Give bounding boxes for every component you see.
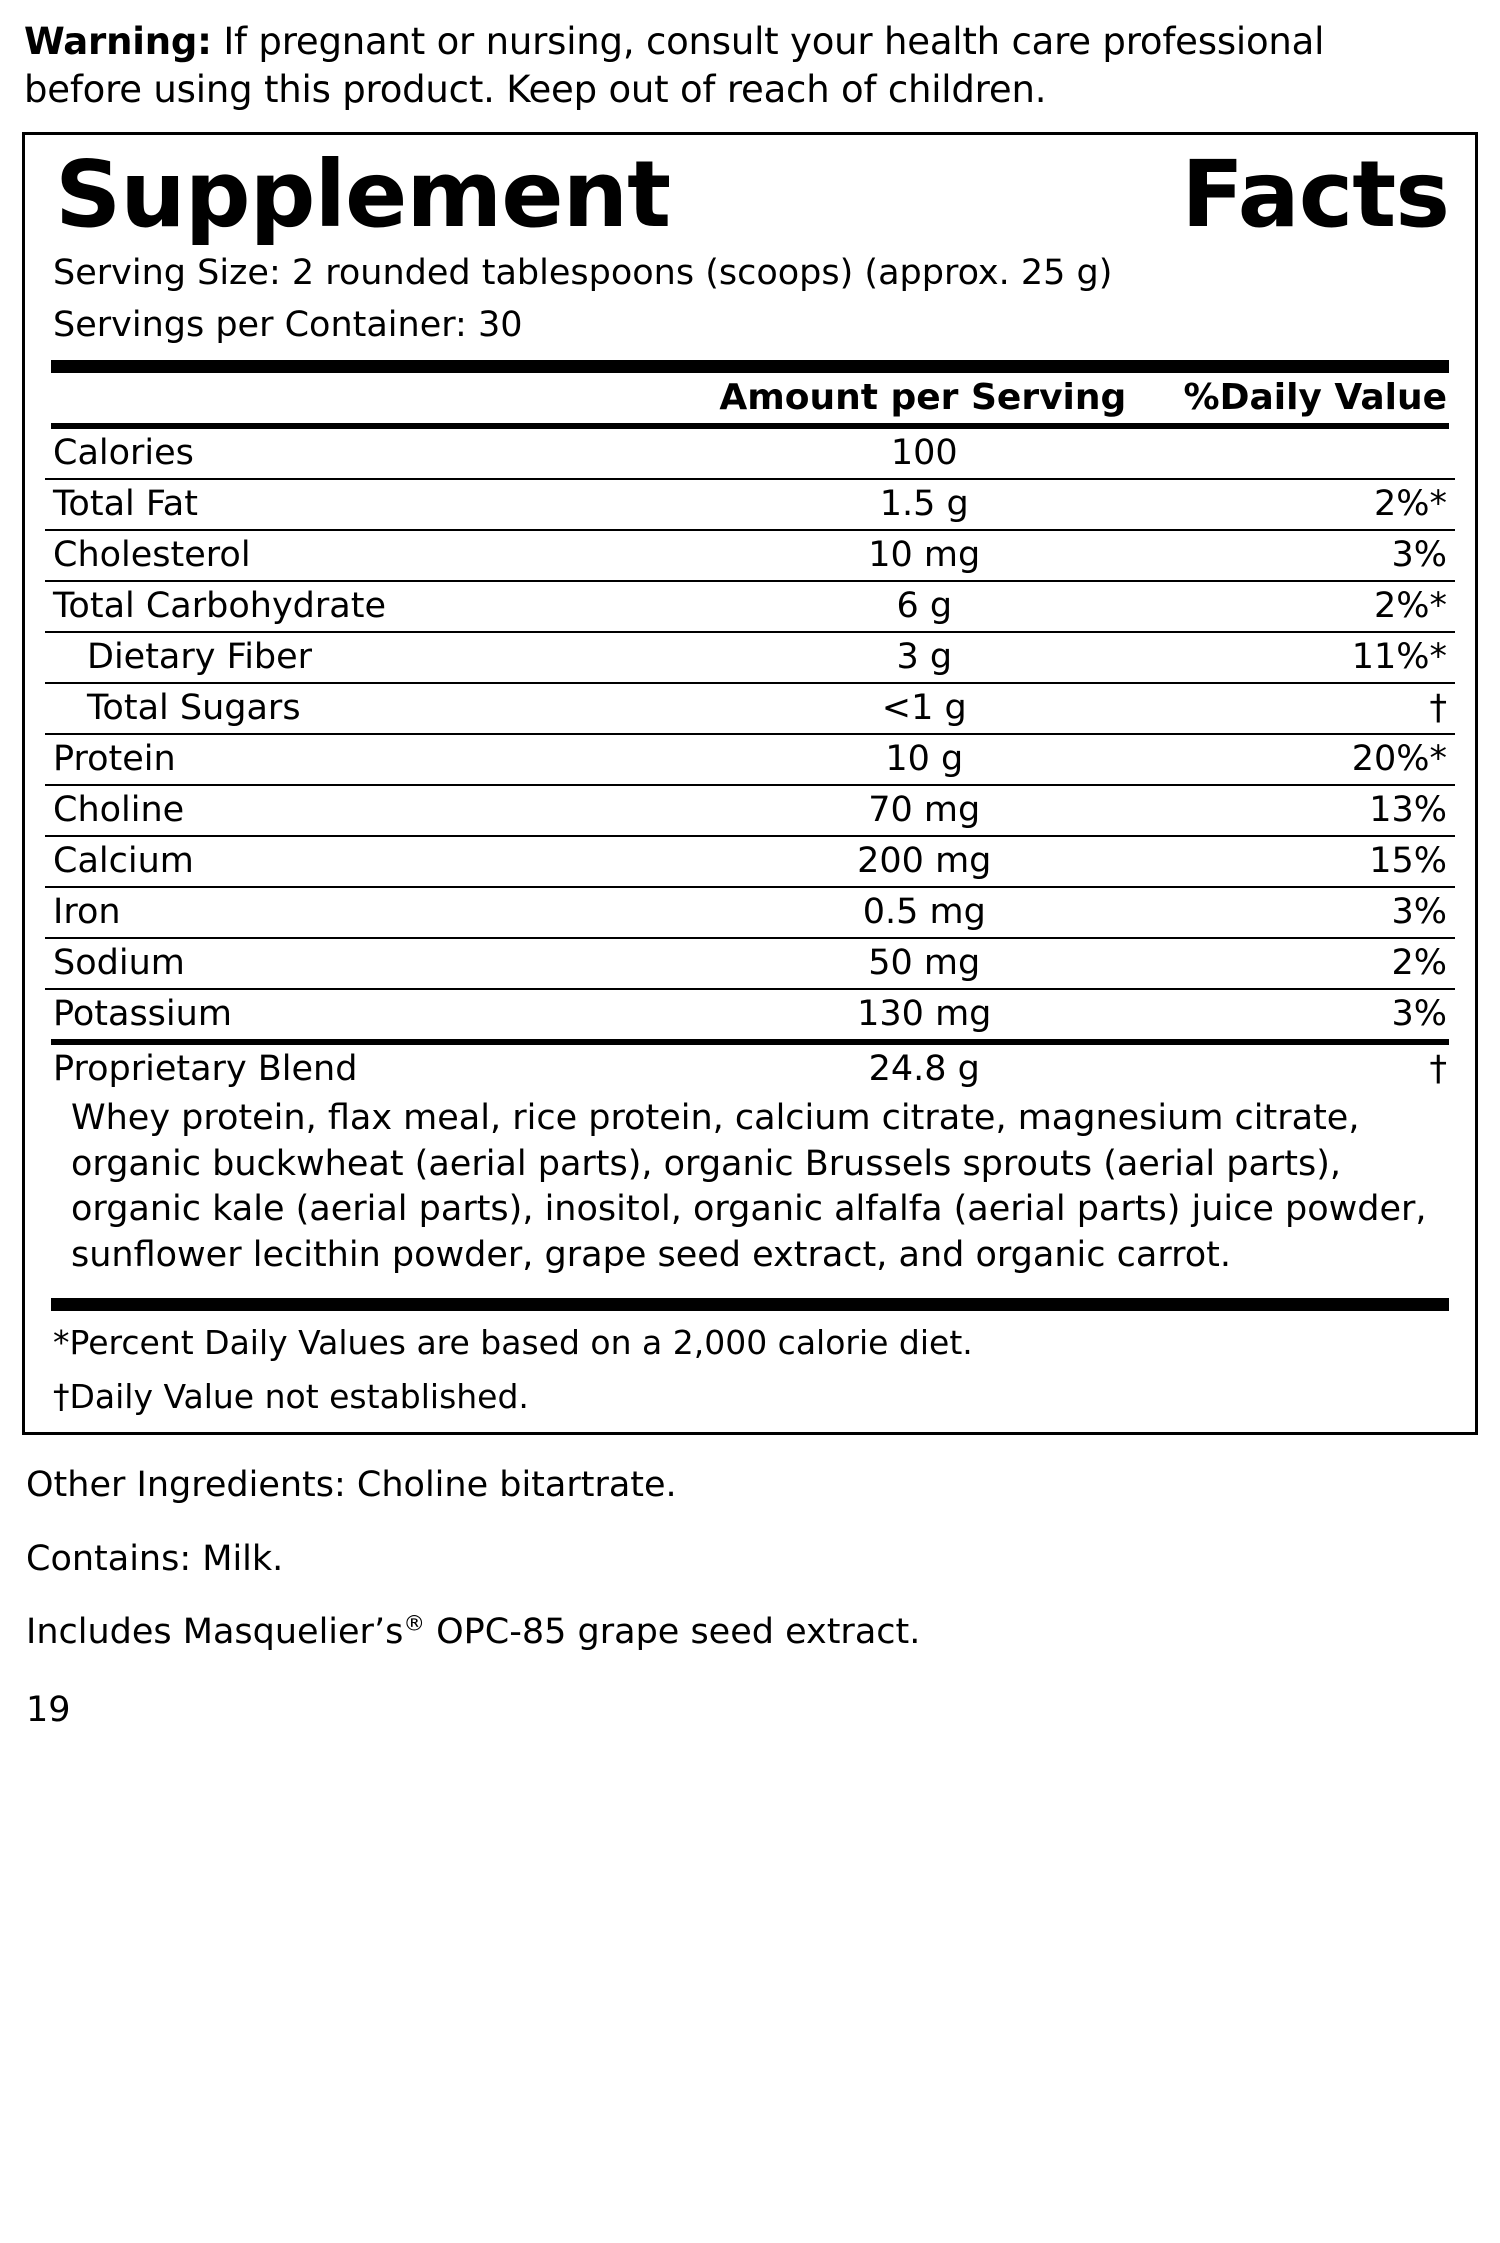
warning-text — [24, 18, 1424, 114]
row-nutrient-name: Cholesterol — [45, 530, 708, 581]
table-row — [45, 429, 1455, 479]
row-nutrient-name: Calcium — [45, 836, 708, 887]
divider-thick-bottom — [51, 1298, 1449, 1311]
warning-label: Warning: — [24, 20, 212, 63]
row-daily-value: 3% — [1140, 530, 1455, 581]
row-daily-value: 20%* — [1140, 734, 1455, 785]
row-daily-value: 2%* — [1140, 479, 1455, 530]
below-panel-text — [26, 1463, 1478, 1656]
contains-allergens: Contains: Milk. — [26, 1538, 284, 1579]
panel-title-facts: Facts — [1181, 141, 1449, 249]
table-row — [45, 683, 1455, 734]
includes-suffix: OPC-85 grape seed extract. — [425, 1612, 921, 1653]
proprietary-blend-table — [45, 1045, 1455, 1094]
row-amount: <1 g — [708, 683, 1140, 734]
table-row — [45, 1045, 1455, 1094]
footnote-dagger: †Daily Value not established. — [53, 1376, 529, 1416]
row-daily-value — [1140, 429, 1455, 479]
row-daily-value: 2% — [1140, 938, 1455, 989]
row-amount: 130 mg — [708, 989, 1140, 1039]
row-nutrient-name: Iron — [45, 887, 708, 938]
header-amount-per-serving: Amount per Serving — [719, 377, 1127, 419]
row-nutrient-name: Choline — [45, 785, 708, 836]
serving-size: Serving Size: 2 rounded tablespoons (scoops) (approx. 25 g) — [53, 252, 1113, 293]
row-amount: 200 mg — [708, 836, 1140, 887]
blend-ingredients: Whey protein, flax meal, rice protein, calcium citrate, magnesium citrate, organic buckwheat (aerial parts), organic Brussels sprouts (aerial parts), organic kale (aerial parts), inositol, organic alfalfa (aerial parts) juice powder, sunflower lecithin powder, grape seed extract, and organic carrot. — [71, 1098, 1427, 1275]
row-amount: 6 g — [708, 581, 1140, 632]
row-amount: 50 mg — [708, 938, 1140, 989]
row-amount: 10 g — [708, 734, 1140, 785]
row-daily-value: 15% — [1140, 836, 1455, 887]
table-row — [45, 938, 1455, 989]
supplement-facts-panel — [22, 132, 1478, 1435]
table-row — [45, 479, 1455, 530]
includes-statement — [26, 1610, 1478, 1656]
row-daily-value: 2%* — [1140, 581, 1455, 632]
other-ingredients: Other Ingredients: Choline bitartrate. — [26, 1465, 677, 1506]
table-row — [45, 887, 1455, 938]
footnote-daily-values: *Percent Daily Values are based on a 2,000 calorie diet. — [53, 1323, 973, 1363]
page-number: 19 — [26, 1689, 71, 1730]
table-row — [45, 989, 1455, 1039]
header-daily-value: %Daily Value — [1183, 377, 1447, 419]
blend-name: Proprietary Blend — [53, 1049, 358, 1090]
facts-header-table — [45, 373, 1455, 423]
row-amount: 3 g — [708, 632, 1140, 683]
row-amount: 1.5 g — [708, 479, 1140, 530]
blend-amount: 24.8 g — [868, 1049, 980, 1090]
row-nutrient-name: Protein — [45, 734, 708, 785]
panel-title — [45, 141, 1455, 249]
table-row — [45, 734, 1455, 785]
row-nutrient-name: Dietary Fiber — [45, 632, 708, 683]
table-row — [45, 785, 1455, 836]
panel-title-supplement: Supplement — [55, 141, 671, 249]
row-daily-value: 13% — [1140, 785, 1455, 836]
table-row — [45, 836, 1455, 887]
facts-header-row — [45, 373, 1455, 423]
row-amount: 10 mg — [708, 530, 1140, 581]
row-amount: 0.5 mg — [708, 887, 1140, 938]
row-amount: 100 — [890, 433, 958, 474]
warning-body: If pregnant or nursing, consult your health care professional before using this product. Keep out of reach of children. — [24, 20, 1325, 112]
facts-table — [45, 429, 1455, 1039]
table-row — [45, 530, 1455, 581]
divider-thick-top — [51, 360, 1449, 373]
blend-daily-value: † — [1429, 1049, 1447, 1090]
row-nutrient-name: Potassium — [45, 989, 708, 1039]
row-amount: 70 mg — [708, 785, 1140, 836]
table-row — [45, 632, 1455, 683]
row-nutrient-name: Calories — [53, 433, 194, 474]
row-daily-value: 3% — [1140, 989, 1455, 1039]
registered-trademark-icon: ® — [403, 1611, 425, 1637]
row-nutrient-name: Sodium — [45, 938, 708, 989]
row-daily-value: 11%* — [1140, 632, 1455, 683]
row-daily-value: † — [1140, 683, 1455, 734]
row-nutrient-name: Total Fat — [45, 479, 708, 530]
row-nutrient-name: Total Sugars — [45, 683, 708, 734]
row-daily-value: 3% — [1140, 887, 1455, 938]
row-nutrient-name: Total Carbohydrate — [45, 581, 708, 632]
servings-per-container: Servings per Container: 30 — [53, 304, 523, 345]
table-row — [45, 581, 1455, 632]
includes-prefix: Includes Masquelier’s — [26, 1612, 404, 1653]
header-nutrient — [45, 373, 700, 423]
